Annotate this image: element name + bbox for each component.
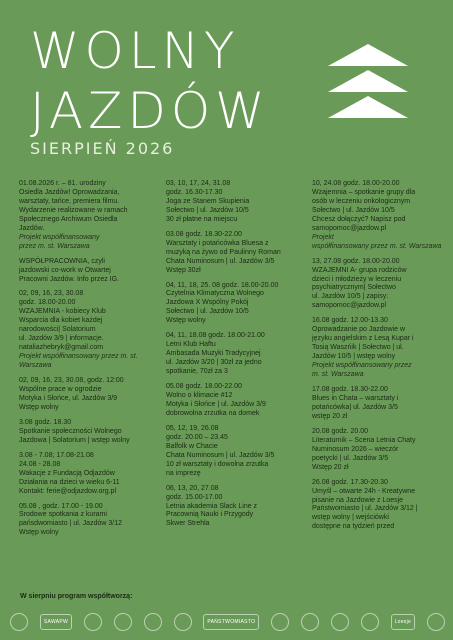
partners-label: W sierpniu program współtworzą:: [20, 593, 133, 600]
event-text-line: Wstęp 30zł: [166, 266, 201, 274]
event-text-line: Jazdów.: [19, 224, 45, 232]
event-text-line: Balfolk w Chacie: [166, 442, 218, 450]
event-entry: [312, 479, 452, 533]
event-text-line: na imprezę: [166, 469, 201, 477]
event-text-line: narodowości| Solatorium: [19, 326, 96, 334]
event-text-line: 20.08 godz. 20.00: [312, 427, 369, 435]
event-text-line: Ambasada Muzyki Tradycyjnej: [166, 350, 261, 358]
event-text-line: Numinosum 2026 – wieczór: [312, 445, 399, 453]
event-text-line: poetycki | ul. Jazdów 3/5: [312, 454, 389, 462]
event-funding-note: Projekt współfinansowany przez m. st.: [19, 353, 138, 361]
events-column-1: [19, 180, 159, 544]
event-text-line: Spotkanie społeczności Wolnego: [19, 427, 122, 435]
event-entry: [19, 503, 159, 539]
event-text-line: WSPÓŁPRACOWNIA, czyli: [19, 257, 105, 265]
event-text-line: 03.08 godz. 18.30-22.00: [166, 230, 242, 238]
partner-logo: [10, 613, 28, 631]
event-text-line: godz. 18.00-20.00: [19, 299, 76, 307]
event-entry: [312, 386, 452, 422]
poster-title-line-1: WOLNY: [30, 22, 240, 80]
event-text-line: ul. Jazdów 3/20 | 30zł za jedno: [166, 359, 262, 367]
partner-logo: SAWAPW: [40, 614, 72, 630]
event-entry: [312, 317, 452, 380]
partner-logo: [144, 613, 162, 631]
event-text-line: Wspólne prace w ogrodzie: [19, 386, 102, 394]
event-funding-note: Warszawa: [19, 362, 52, 370]
event-text-line: Wakacje z Fundacją Odjazdów: [19, 469, 115, 477]
event-entry: [166, 485, 306, 530]
event-text-line: Pracownią Nauki i Przygody: [166, 511, 254, 519]
event-text-line: samopomoc@jazdow.pl: [312, 302, 387, 310]
partner-logo: [84, 613, 102, 631]
partner-logo: [114, 613, 132, 631]
event-text-line: Sołectwo | ul. Jazdów 10/5: [166, 206, 249, 214]
event-entry: [166, 180, 306, 225]
event-text-line: Tosią Waszńik | Sołectwo | ul.: [312, 344, 404, 352]
event-entry: [312, 180, 452, 252]
event-text-line: osób w leczeniu onkologicznym: [312, 197, 411, 205]
event-text-line: Umyśl – otwarte 24h - Kreatywne: [312, 487, 416, 495]
event-text-line: 3.08 godz. 18.30: [19, 418, 72, 426]
event-text-line: warsztaty, tańce, premiera filmu.: [19, 197, 120, 205]
event-text-line: 02, 09, 16, 23, 30.08: [19, 290, 84, 298]
event-funding-note: Projekt współfinansowany przez: [312, 362, 412, 370]
event-text-line: nataliazhebryk@gmail.com: [19, 344, 104, 352]
event-text-line: dostępne na tydzień przed: [312, 523, 395, 531]
event-text-line: wstęp wolny | wejściówki: [312, 514, 389, 522]
event-text-line: Kontakt: ferie@odjazdow.org.pl: [19, 487, 116, 495]
event-entry: [166, 282, 306, 327]
partner-logo: [427, 613, 445, 631]
event-text-line: 26.08 godz. 17.30-20.30: [312, 478, 388, 486]
event-text-line: Jazdowa | Solatorium | wstęp wolny: [19, 436, 130, 444]
event-text-line: Osiedla Jazdów! Oprowadzania,: [19, 188, 120, 196]
event-text-line: dzieci i młodzieży w leczeniu: [312, 275, 402, 283]
event-entry: [19, 290, 159, 371]
event-text-line: Joga ze Stanem Skupienia: [166, 197, 250, 205]
event-text-line: godz. 20.00 – 23.45: [166, 433, 228, 441]
partner-logo: [174, 613, 192, 631]
event-entry: [166, 383, 306, 419]
event-text-line: spotkanie, 70zł za 3: [166, 368, 228, 376]
event-text-line: 10, 24.08 godz. 18.00-20.00: [312, 180, 400, 187]
event-text-line: Motyka i Słońce | ul. Jazdów 3/9: [166, 400, 266, 408]
event-text-line: 02, 09, 16, 23, 30.08, godz. 12:00: [19, 377, 124, 385]
event-text-line: 17.08 godz. 18.30-22.00: [312, 386, 388, 394]
event-text-line: WZAJEMNIA - kobiecy Klub: [19, 308, 106, 316]
event-text-line: Oprowadzanie po Jazdowie w: [312, 326, 405, 334]
partner-logo: [271, 613, 289, 631]
event-text-line: 04, 11, 18.08 godz. 18.00-21.00: [166, 332, 265, 340]
event-text-line: godz. 16.30-17.30: [166, 188, 223, 196]
event-funding-note: Projekt współfinansowany: [19, 233, 100, 241]
event-text-line: 24.08 - 28.08: [19, 460, 61, 468]
triangles-logo-icon: [320, 40, 416, 136]
event-text-line: jazdowski co-work w Otwartej: [19, 266, 111, 274]
event-text-line: pańsdwomiasto | ul. Jazdów 3/12: [19, 520, 122, 528]
event-text-line: Skwer Strehla: [166, 520, 210, 528]
partner-logo: [361, 613, 379, 631]
event-text-line: Sołectwo | ul. Jazdów 10/5: [166, 308, 249, 316]
event-text-line: pisanie na Jazdowie z Loesje: [312, 496, 404, 504]
event-text-line: Jazdów 10/5 | wstęp wolny: [312, 353, 396, 361]
event-text-line: Wstęp wolny: [166, 317, 206, 325]
event-entry: [19, 419, 159, 446]
event-text-line: Sołectwo | ul. Jazdów 10/5: [312, 206, 395, 214]
event-text-line: Literaturnik – Scena Letnia Chaty: [312, 436, 416, 444]
event-entry: [312, 258, 452, 312]
event-text-line: Chcesz dołączyć? Napisz pod: [312, 215, 406, 223]
poster-title-line-2: JAZDÓW: [30, 82, 270, 140]
event-text-line: Letni Klub Haftu: [166, 341, 216, 349]
partner-logo: Loesje: [391, 614, 416, 630]
event-funding-note: przez m. st. Warszawa: [19, 242, 90, 250]
event-text-line: muzyką na żywo od Paulinny Roman: [166, 248, 281, 256]
event-entry: [166, 425, 306, 479]
event-funding-note: Projekt: [312, 233, 334, 241]
partner-logo: [331, 613, 349, 631]
event-text-line: 16.08 godz. 12.00-13.30: [312, 317, 388, 325]
event-text-line: potańcówka| ul. Jazdów 3/5: [312, 403, 398, 411]
event-text-line: Czytelnia Klimatyczna Wolnego: [166, 290, 264, 298]
event-entry: [19, 377, 159, 413]
events-column-3: [312, 180, 452, 538]
event-text-line: godz. 15.00-17.00: [166, 493, 223, 501]
event-text-line: Blues in Chata – warsztaty i: [312, 394, 399, 402]
event-text-line: 13, 27.08 godz. 18.00-20.00: [312, 257, 400, 265]
event-text-line: Wsparcia dla kobiet każdej: [19, 317, 103, 325]
event-text-line: 05.08 , godz. 17.00 - 19.00: [19, 502, 103, 510]
event-text-line: języku angielskim z Lesą Kupar i: [312, 335, 414, 343]
event-text-line: Wstęp wolny: [19, 529, 59, 537]
poster-subtitle: SIERPIEŃ 2026: [30, 139, 175, 158]
event-text-line: Pracowni Jazdów. Info przez IG.: [19, 275, 119, 283]
event-text-line: ul. Jazdów 10/5 | zapisy:: [312, 293, 389, 301]
event-text-line: Chata Numinosum | ul. Jazdów 3/5: [166, 257, 275, 265]
event-text-line: psychiatrycznym| Sołectwo: [312, 284, 396, 292]
event-entry: [19, 180, 159, 252]
partner-logos: [10, 610, 445, 634]
event-entry: [312, 428, 452, 473]
event-text-line: 05, 12, 19, 26.08: [166, 424, 219, 432]
event-text-line: 05.08 godz. 18.00-22.00: [166, 383, 242, 391]
event-entry: [166, 332, 306, 377]
event-text-line: 04, 11, 18, 25. 08 godz. 18.00-20.00: [166, 281, 279, 289]
event-text-line: Letnia akademia Slack Line z: [166, 502, 258, 510]
event-entry: [166, 231, 306, 276]
event-text-line: 06, 13, 20, 27.08: [166, 484, 219, 492]
event-text-line: samopomoc@jazdow.pl: [312, 224, 387, 232]
event-text-line: WZAJEMNI A- grupa rodziców: [312, 266, 407, 274]
event-text-line: Motyka i Słońce, ul. Jazdów 3/9: [19, 394, 118, 402]
event-text-line: Jazdowa X Wspólny Pokój: [166, 299, 249, 307]
event-funding-note: współfinansowany przez m. st. Warszawa: [312, 242, 442, 250]
event-text-line: Chata Numinosum | ul. Jazdów 3/5: [166, 451, 275, 459]
event-text-line: Państwomiasto | ul. Jazdów 3/12 |: [312, 505, 418, 513]
event-funding-note: m. st. Warszawa: [312, 371, 364, 379]
partner-logo: PAŃSTWOMIASTO: [203, 614, 259, 630]
event-text-line: 01.08.2026 r. – 81. urodziny: [19, 180, 106, 187]
event-text-line: Wydarzenie realizowane w ramach: [19, 206, 128, 214]
event-text-line: 3.08 - 7.08; 17.08-21.08: [19, 451, 94, 459]
event-entry: [19, 258, 159, 285]
event-text-line: Społecznego Archiwum Osiedla: [19, 215, 118, 223]
event-text-line: Środowe spotkania z kurami: [19, 511, 107, 519]
event-text-line: ul. Jazdów 3/9 | informacje.: [19, 335, 104, 343]
event-text-line: Wzajemnia – spotkanie grupy dla: [312, 188, 416, 196]
event-text-line: 03, 10, 17, 24, 31.08: [166, 180, 231, 187]
event-entry: [19, 452, 159, 497]
event-text-line: wstęp 20 zł: [312, 412, 348, 420]
event-text-line: Wolno o klimacie #12: [166, 392, 233, 400]
event-text-line: 10 zł warsztaty i dowolna zrzutka: [166, 460, 269, 468]
event-text-line: Działania na dzieci w wieku 6-11: [19, 478, 120, 486]
partner-logo: [301, 613, 319, 631]
event-text-line: dobrowolna zrzutka na domek: [166, 409, 260, 417]
events-column-2: [166, 180, 306, 535]
event-text-line: Wstęp 20 zł: [312, 463, 349, 471]
event-text-line: 30 zł płatne na miejscu: [166, 215, 238, 223]
event-text-line: Wstęp wolny: [19, 403, 59, 411]
event-text-line: Warsztaty i potańcówka Bluesa z: [166, 239, 269, 247]
